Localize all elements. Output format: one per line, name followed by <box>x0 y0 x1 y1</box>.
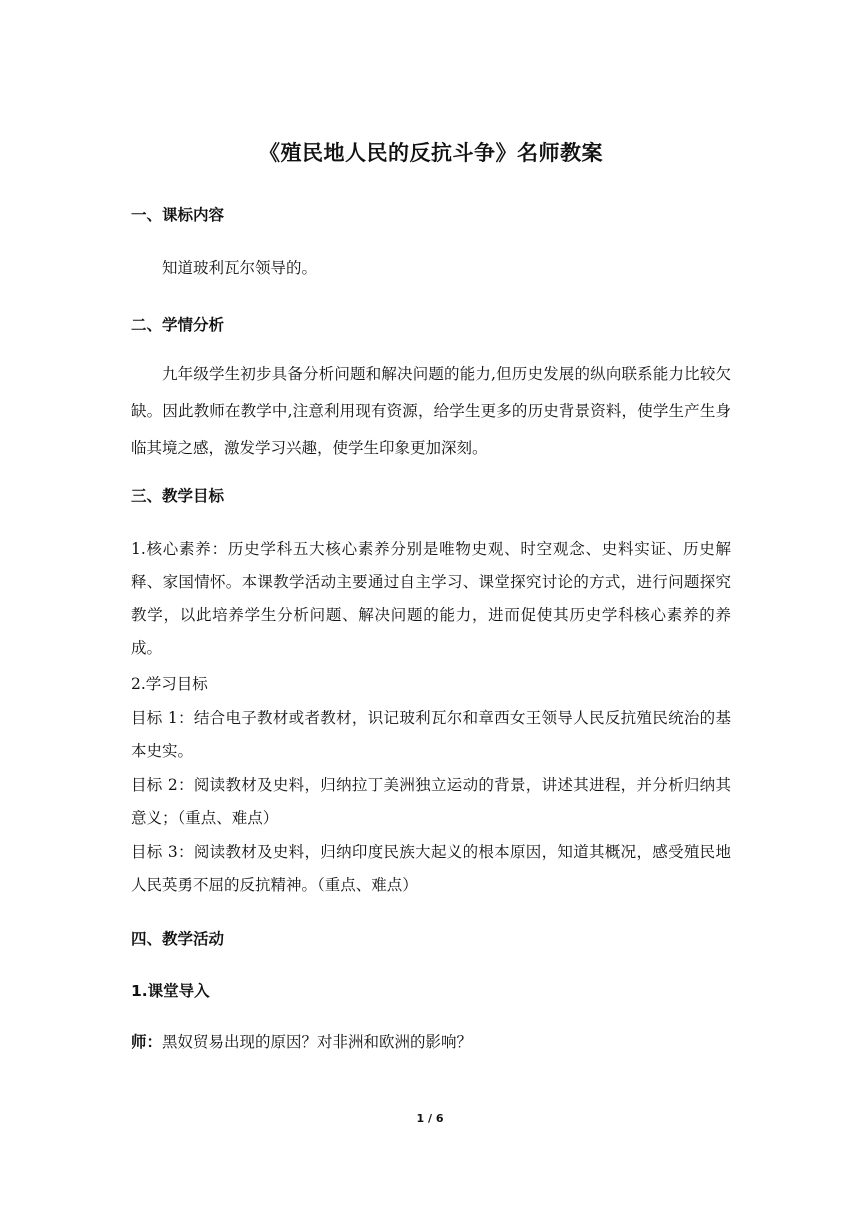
teacher-label: 师： <box>131 1033 163 1051</box>
goal-1-paragraph: 目标 1：结合电子教材或者教材，识记玻利瓦尔和章西女王领导人民反抗殖民统治的基本史实。 <box>131 709 731 760</box>
section-heading-student-analysis: 二、学情分析 <box>131 316 225 334</box>
page-number: 1 / 6 <box>416 1112 444 1125</box>
curriculum-paragraph: 知道玻利瓦尔领导的。 <box>162 259 318 277</box>
document-title: 《殖民地人民的反抗斗争》名师教案 <box>259 141 603 165</box>
section-heading-curriculum: 一、课标内容 <box>131 206 225 224</box>
student-analysis-paragraph: 九年级学生初步具备分析问题和解决问题的能力,但历史发展的纵向联系能力比较欠缺。因此教师在教学中,注意利用现有资源，给学生更多的历史背景资料，使学生产生身临其境之感，激发学习兴趣，使学生印象更加深刻。 <box>131 365 731 457</box>
subheading-class-intro: 1.课堂导入 <box>131 982 210 1000</box>
goal-2-paragraph: 目标 2：阅读教材及史料，归纳拉丁美洲独立运动的背景，讲述其进程，并分析归纳其意义；（重点、难点） <box>131 776 731 827</box>
learning-goals-label: 2.学习目标 <box>131 675 208 693</box>
teacher-question <box>131 1030 472 1054</box>
section-heading-teaching-activities: 四、教学活动 <box>131 930 225 948</box>
core-literacy-paragraph: 1.核心素养：历史学科五大核心素养分别是唯物史观、时空观念、史料实证、历史解释、家国情怀。本课教学活动主要通过自主学习、课堂探究讨论的方式，进行问题探究教学，以此培养学生分析问题、解决问题的能力，进而促使其历史学科核心素养的养成。 <box>131 540 731 657</box>
section-heading-teaching-goals: 三、教学目标 <box>131 487 225 505</box>
goal-3-paragraph: 目标 3：阅读教材及史料，归纳印度民族大起义的根本原因，知道其概况，感受殖民地人民英勇不屈的反抗精神。（重点、难点） <box>131 843 731 894</box>
teacher-question-text: 黑奴贸易出现的原因？对非洲和欧洲的影响？ <box>162 1033 473 1051</box>
